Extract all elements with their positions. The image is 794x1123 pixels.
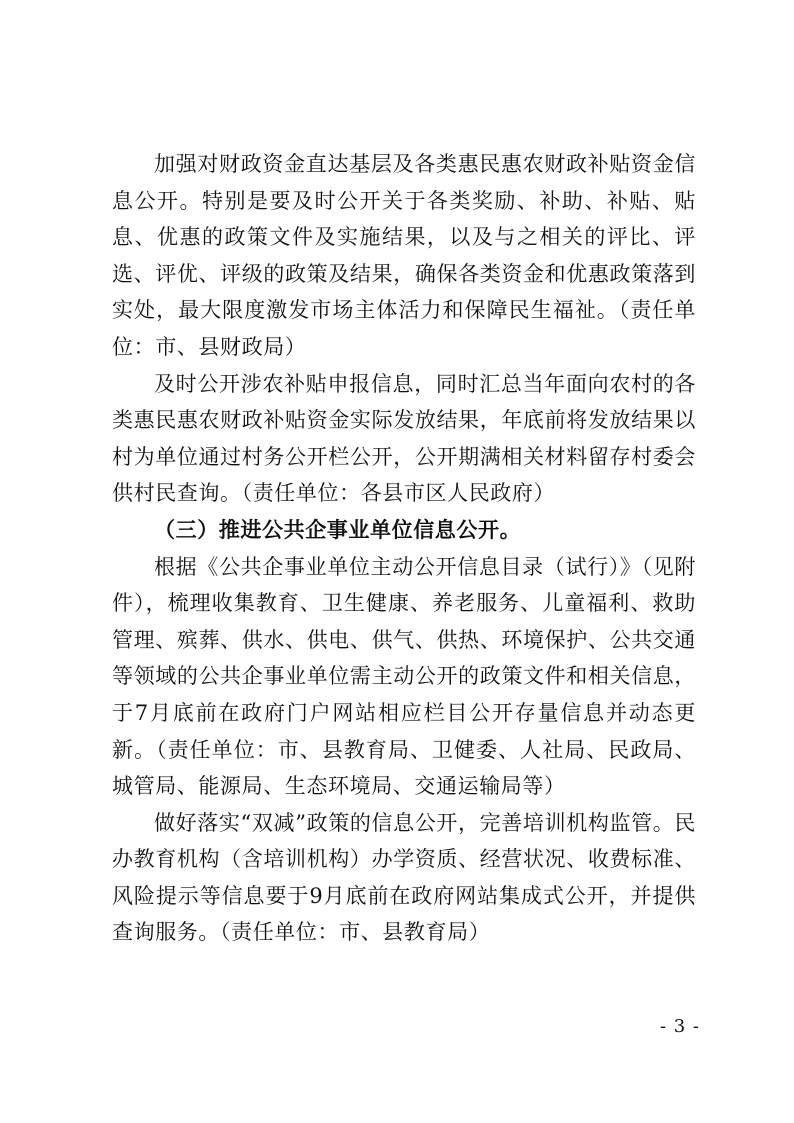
paragraph-public-institutions-catalog: 根据《公共企事业单位主动公开信息目录（试行）》（见附件），梳理收集教育、卫生健康、养老服务、儿童福利、救助管理、殡葬、供水、供电、供气、供热、环境保护、公共交通等领域的公共企事业单位需主动公开的政策文件和相关信息，于7月底前在政府门户网站相应栏目公开存量信息并动态更新。（责任单位：市、县教育局、卫健委、人社局、民政局、城管局、能源局、生态环境局、交通运输局等） <box>112 554 696 799</box>
paragraph-finance-subsidy: 加强对财政资金直达基层及各类惠民惠农财政补贴资金信息公开。特别是要及时公开关于各类奖励、补助、补贴、贴息、优惠的政策文件及实施结果，以及与之相关的评比、评选、评优、评级的政策及结果，确保各类资金和优惠政策落到实处，最大限度激发市场主体活力和保障民生福祉。（责任单位：市、县财政局） <box>112 152 696 359</box>
paragraph-double-reduction: 做好落实“双减”政策的信息公开，完善培训机构监管。民办教育机构（含培训机构）办学资质、经营状况、收费标准、风险提示等信息要于9月底前在政府网站集成式公开，并提供查询服务。（责任单位：市、县教育局） <box>112 810 696 945</box>
page-number: - 3 - <box>659 1016 700 1037</box>
paragraph-agriculture-subsidy: 及时公开涉农补贴申报信息，同时汇总当年面向农村的各类惠民惠农财政补贴资金实际发放结果，年底前将发放结果以村为单位通过村务公开栏公开，公开期满相关材料留存村委会供村民查询。（责任单位：各县市区人民政府） <box>112 371 696 506</box>
section-heading-public-institutions: （三）推进公共企事业单位信息公开。 <box>154 517 522 542</box>
document-body <box>112 146 696 951</box>
